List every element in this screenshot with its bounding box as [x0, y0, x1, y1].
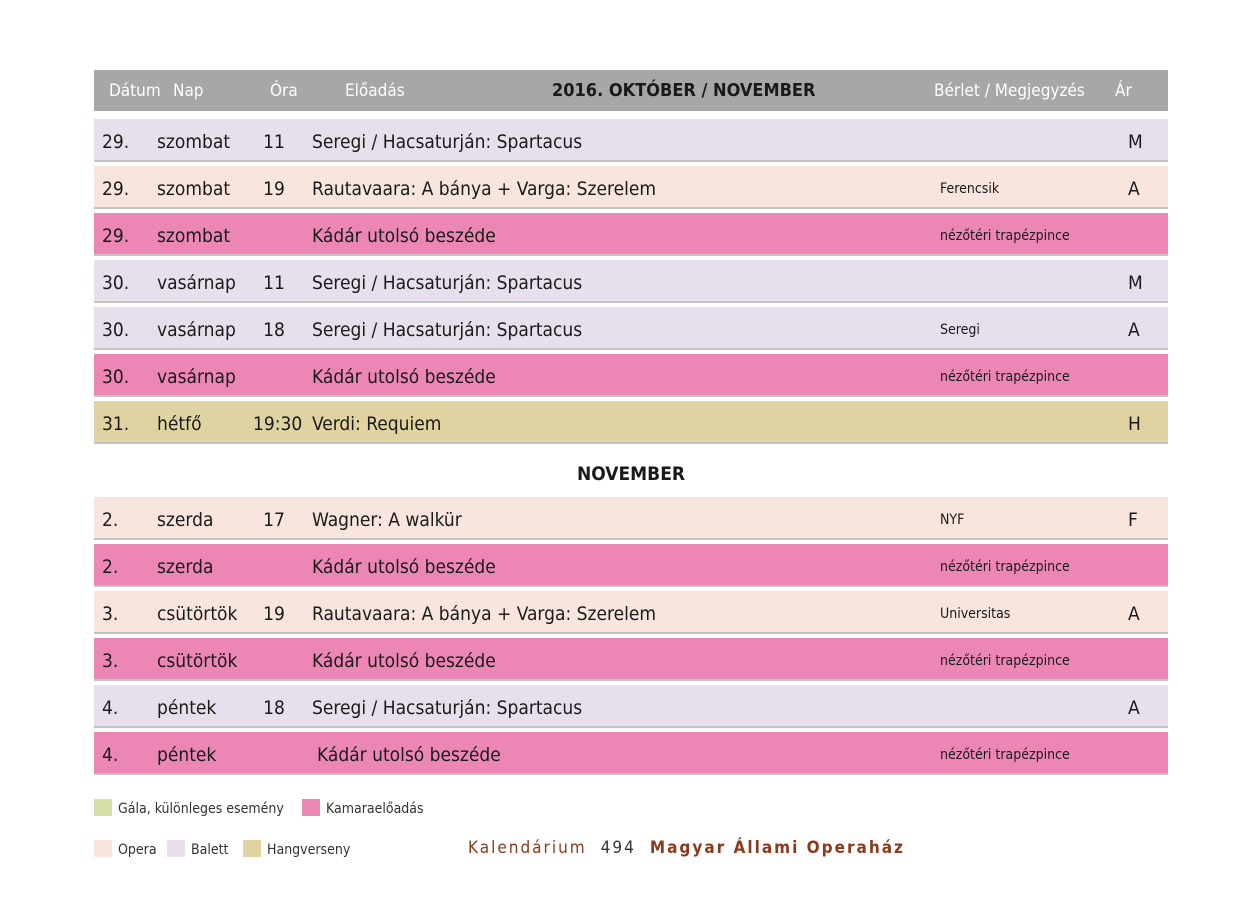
row-price: F — [1128, 509, 1138, 531]
row-show: Verdi: Requiem — [312, 413, 442, 435]
row-price: M — [1128, 131, 1143, 153]
table-row — [94, 732, 1168, 775]
row-note: Universitas — [940, 606, 1011, 622]
row-date: 30. — [102, 366, 130, 388]
legend-balett — [167, 840, 228, 858]
footer — [468, 838, 905, 858]
row-date: 29. — [102, 225, 130, 247]
legend-kamara — [302, 799, 424, 817]
row-day: vasárnap — [157, 366, 236, 388]
row-date: 2. — [102, 556, 119, 578]
row-day: csütörtök — [157, 650, 238, 672]
row-day: csütörtök — [157, 603, 238, 625]
page-number: 494 — [600, 838, 636, 858]
row-note: nézőtéri trapézpince — [940, 369, 1070, 385]
row-date: 30. — [102, 272, 130, 294]
october-rows — [94, 119, 1168, 448]
row-price: A — [1128, 178, 1140, 200]
row-time: 19 — [263, 603, 285, 625]
row-day: szombat — [157, 178, 231, 200]
row-date: 31. — [102, 413, 130, 435]
row-time: 18 — [263, 697, 285, 719]
row-date: 3. — [102, 603, 119, 625]
table-row — [94, 401, 1168, 444]
row-note: Seregi — [940, 322, 980, 338]
row-show: Rautavaara: A bánya + Varga: Szerelem — [312, 603, 657, 625]
row-day: péntek — [157, 744, 217, 766]
row-price: M — [1128, 272, 1143, 294]
header-note: Bérlet / Megjegyzés — [934, 81, 1085, 101]
row-show: Wagner: A walkür — [312, 509, 462, 531]
row-note: Ferencsik — [940, 181, 1000, 197]
row-show: Kádár utolsó beszéde — [312, 225, 496, 247]
row-show: Seregi / Hacsaturján: Spartacus — [312, 131, 583, 153]
row-time: 11 — [263, 131, 285, 153]
table-row — [94, 544, 1168, 587]
footer-right: Magyar Állami Operaház — [649, 838, 905, 858]
legend-opera-swatch — [94, 840, 112, 857]
row-date: 30. — [102, 319, 130, 341]
row-day: vasárnap — [157, 319, 236, 341]
row-note: nézőtéri trapézpince — [940, 559, 1070, 575]
footer-left: Kalendárium — [468, 838, 587, 858]
row-time: 17 — [263, 509, 285, 531]
row-note: nézőtéri trapézpince — [940, 653, 1070, 669]
legend-hang-swatch — [243, 840, 261, 857]
table-row — [94, 354, 1168, 397]
row-day: vasárnap — [157, 272, 236, 294]
row-date: 29. — [102, 131, 130, 153]
row-date: 29. — [102, 178, 130, 200]
table-row — [94, 307, 1168, 350]
table-row — [94, 166, 1168, 209]
header-show: Előadás — [345, 81, 405, 101]
row-note: NYF — [940, 512, 965, 528]
legend-kamara-label: Kamaraelőadás — [326, 801, 424, 817]
row-date: 3. — [102, 650, 119, 672]
legend-opera — [94, 840, 157, 858]
row-price: H — [1128, 413, 1141, 435]
row-day: szerda — [157, 509, 214, 531]
month-label: NOVEMBER — [576, 463, 686, 485]
row-price: A — [1128, 603, 1140, 625]
legend-balett-label: Balett — [191, 842, 229, 858]
row-show: Kádár utolsó beszéde — [317, 744, 501, 766]
row-day: szerda — [157, 556, 214, 578]
legend-gala — [94, 799, 284, 817]
row-show: Kádár utolsó beszéde — [312, 650, 496, 672]
header-price: Ár — [1115, 81, 1132, 101]
legend-gala-label: Gála, különleges esemény — [118, 801, 284, 817]
november-rows — [94, 497, 1168, 779]
row-day: péntek — [157, 697, 217, 719]
header-time: Óra — [270, 81, 298, 101]
row-show: Rautavaara: A bánya + Varga: Szerelem — [312, 178, 657, 200]
header-day: Nap — [173, 81, 204, 101]
legend-kamara-swatch — [302, 799, 320, 816]
row-show: Seregi / Hacsaturján: Spartacus — [312, 697, 583, 719]
table-row — [94, 260, 1168, 303]
header-date: Dátum — [109, 81, 161, 101]
row-time: 19 — [263, 178, 285, 200]
row-price: A — [1128, 319, 1140, 341]
row-show: Kádár utolsó beszéde — [312, 556, 496, 578]
table-row — [94, 497, 1168, 540]
row-day: szombat — [157, 225, 231, 247]
legend-hang-label: Hangverseny — [267, 842, 351, 858]
row-date: 2. — [102, 509, 119, 531]
row-time: 19:30 — [253, 413, 303, 435]
legend-hang — [243, 840, 350, 858]
legend-gala-swatch — [94, 799, 112, 816]
table-row — [94, 213, 1168, 256]
table-row — [94, 638, 1168, 681]
row-note: nézőtéri trapézpince — [940, 228, 1070, 244]
row-date: 4. — [102, 697, 119, 719]
row-price: A — [1128, 697, 1140, 719]
row-day: szombat — [157, 131, 231, 153]
row-day: hétfő — [157, 413, 202, 435]
row-show: Seregi / Hacsaturján: Spartacus — [312, 272, 583, 294]
row-show: Seregi / Hacsaturján: Spartacus — [312, 319, 583, 341]
row-time: 18 — [263, 319, 285, 341]
row-date: 4. — [102, 744, 119, 766]
header-title: 2016. OKTÓBER / NOVEMBER — [552, 80, 816, 101]
row-note: nézőtéri trapézpince — [940, 747, 1070, 763]
table-row — [94, 685, 1168, 728]
table-row — [94, 119, 1168, 162]
table-row — [94, 591, 1168, 634]
legend-balett-swatch — [167, 840, 185, 857]
table-header — [94, 70, 1168, 111]
legend-opera-label: Opera — [118, 842, 157, 858]
row-time: 11 — [263, 272, 285, 294]
row-show: Kádár utolsó beszéde — [312, 366, 496, 388]
